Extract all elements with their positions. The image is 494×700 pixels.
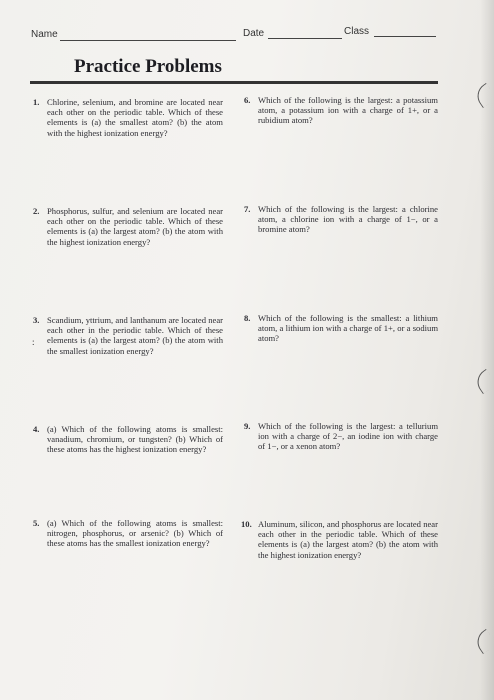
question-number: 7. xyxy=(244,204,251,214)
question-number: 5. xyxy=(33,518,40,528)
question-number: 6. xyxy=(244,95,251,105)
question-text: Aluminum, silicon, and phosphorus are located near each other in the periodic table. Which of these elements is (a) the largest atom? (b) the atom with the highest ionization energy? xyxy=(258,519,438,560)
question-number: 1. xyxy=(33,97,40,107)
question-text: Scandium, yttrium, and lanthanum are located near each other in the periodic table. Which of these elements is (a) the largest atom? (b) the atom with the smallest ionization energy? xyxy=(47,315,223,356)
date-field-line xyxy=(268,38,342,39)
pencil-mark: : xyxy=(32,337,35,347)
question-9 xyxy=(244,421,438,452)
date-label: Date xyxy=(243,28,265,39)
title-rule xyxy=(30,81,438,84)
question-number: 4. xyxy=(33,424,40,434)
name-field-line xyxy=(60,40,236,41)
name-label: Name xyxy=(31,29,58,40)
class-field-line xyxy=(374,36,436,37)
question-10 xyxy=(241,519,438,560)
question-number: 2. xyxy=(33,206,40,216)
question-1 xyxy=(33,97,223,138)
question-number: 3. xyxy=(33,315,40,325)
question-5 xyxy=(33,518,223,549)
question-text: Which of the following is the largest: a potassium atom, a potassium ion with a charge of 1+, or a rubidium atom? xyxy=(258,95,438,126)
question-3 xyxy=(33,315,223,356)
question-number: 10. xyxy=(241,519,252,529)
question-8 xyxy=(244,313,438,344)
question-text: Which of the following is the largest: a chlorine atom, a chlorine ion with a charge of 1−, or a bromine atom? xyxy=(258,204,438,235)
question-number: 8. xyxy=(244,313,251,323)
question-text: (a) Which of the following atoms is smallest: vanadium, chromium, or tungsten? (b) Which of these atoms has the highest ionization energy? xyxy=(47,424,223,455)
question-7 xyxy=(244,204,438,235)
question-text: Which of the following is the smallest: a lithium atom, a lithium ion with a charge of 1+, or a sodium atom? xyxy=(258,313,438,344)
class-label: Class xyxy=(344,26,370,37)
question-text: Phosphorus, sulfur, and selenium are located near each other on the periodic table. Which of these elements is (a) the largest atom? (b) the atom with the highest ionization energy? xyxy=(47,206,223,247)
question-text: Chlorine, selenium, and bromine are located near each other on the periodic table. Which of these elements is (a) the smallest atom? (b) the atom with the highest ionization energy? xyxy=(47,97,223,138)
question-6 xyxy=(244,95,438,126)
question-text: Which of the following is the largest: a tellurium ion with a charge of 2−, an iodine ion with charge of 1−, or a xenon atom? xyxy=(258,421,438,452)
question-text: (a) Which of the following atoms is smallest: nitrogen, phosphorus, or arsenic? (b) Which of these atoms has the smallest ionization energy? xyxy=(47,518,223,549)
question-4 xyxy=(33,424,223,455)
question-2 xyxy=(33,206,223,247)
question-number: 9. xyxy=(244,421,251,431)
page-title: Practice Problems xyxy=(74,56,222,77)
